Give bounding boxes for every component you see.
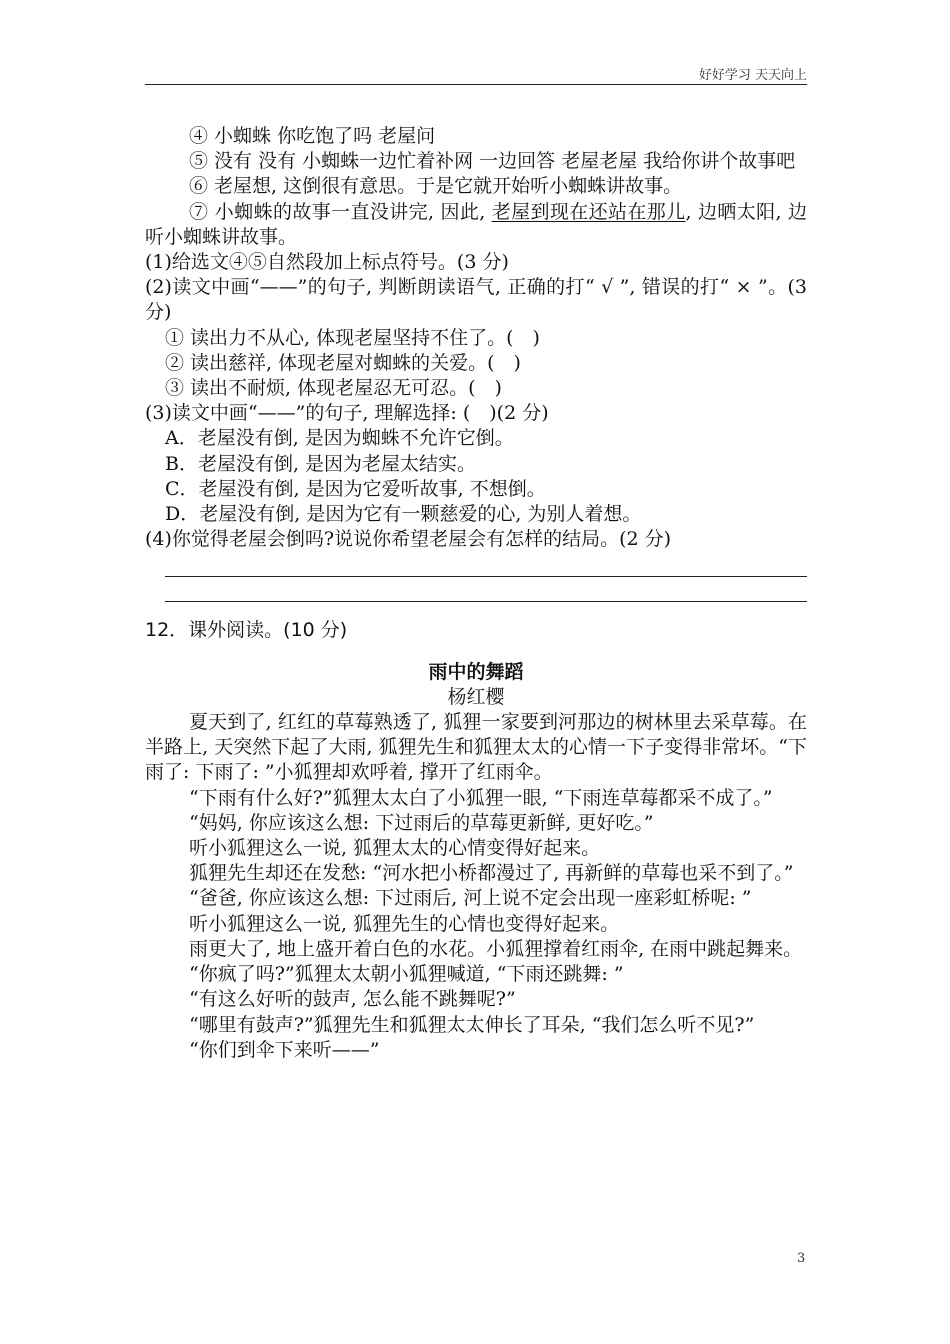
answer-line-1[interactable] (165, 552, 807, 577)
question-1: (1)给选文④⑤自然段加上标点符号。(3 分) (145, 251, 509, 274)
answer-line-2[interactable] (165, 577, 807, 602)
question-3-option-d: D．老屋没有倒, 是因为它有一颗慈爱的心, 为别人着想。 (165, 503, 642, 526)
header-slogan: 好好学习 天天向上 (698, 68, 807, 83)
passage-paragraph-7 (145, 200, 807, 250)
story-paragraph: 雨更大了, 地上盛开着白色的水花。小狐狸撑着红雨伞, 在雨中跳起舞来。 (189, 937, 803, 960)
question-3-option-c: C．老屋没有倒, 是因为它爱听故事, 不想倒。 (165, 477, 546, 500)
question-3-option-a: A．老屋没有倒, 是因为蜘蛛不允许它倒。 (165, 427, 514, 450)
story-paragraph: 狐狸先生却还在发愁: “河水把小桥都漫过了, 再新鲜的草莓也采不到了。” (189, 862, 794, 885)
story-paragraph: “哪里有鼓声?”狐狸先生和狐狸太太伸长了耳朵, “我们怎么听不见?” (189, 1013, 755, 1036)
question-12-heading: 12．课外阅读。(10 分) (145, 619, 348, 642)
question-2-item: ① 读出力不从心, 体现老屋坚持不住了。( ) (165, 326, 540, 349)
story-paragraph: “有这么好听的鼓声, 怎么能不跳舞呢?” (189, 988, 516, 1011)
question-2-item: ② 读出慈祥, 体现老屋对蜘蛛的关爱。( ) (165, 351, 521, 374)
question-2: (2)读文中画“——”的句子, 判断朗读语气, 正确的打“ √ ”, 错误的打“ × ”。(3 分) (145, 276, 807, 324)
story-paragraph: “下雨有什么好?”狐狸太太白了小狐狸一眼, “下雨连草莓都采不成了。” (189, 786, 773, 809)
question-3: (3)读文中画“——”的句子, 理解选择: ( )(2 分) (145, 402, 549, 425)
question-3-option-b: B．老屋没有倒, 是因为老屋太结实。 (165, 452, 477, 475)
story-author: 杨红樱 (447, 685, 505, 708)
story-paragraph: “妈妈, 你应该这么想: 下过雨后的草莓更新鲜, 更好吃。” (189, 811, 654, 834)
question-2-item: ③ 读出不耐烦, 体现老屋忍无可忍。( ) (165, 377, 502, 400)
question-4: (4)你觉得老屋会倒吗?说说你希望老屋会有怎样的结局。(2 分) (145, 528, 672, 551)
story-title: 雨中的舞蹈 (428, 660, 524, 683)
story-paragraph: 听小狐狸这么一说, 狐狸太太的心情变得好起来。 (189, 837, 601, 860)
story-paragraph: 夏天到了, 红红的草莓熟透了, 狐狸一家要到河那边的树林里去采草莓。在半路上, 天突然下起了大雨, 狐狸先生和狐狸太太的心情一下子变得非常坏。“下雨了: 下雨了: ”小狐狸却欢呼着, 撑开了红雨伞。 (145, 711, 807, 784)
underlined-sentence: 老屋到现在还站在那儿 (491, 200, 686, 223)
story-paragraph: “爸爸, 你应该这么想: 下过雨后, 河上说不定会出现一座彩虹桥呢: ” (189, 887, 752, 910)
paragraph-7-end: , 边晒太阳, 边听小蜘蛛讲故事。 (145, 200, 807, 248)
story-paragraph: “你们到伞下来听——” (189, 1038, 380, 1061)
page-header (145, 64, 807, 85)
passage-paragraph-4: ④ 小蜘蛛 你吃饱了吗 老屋问 (189, 125, 436, 147)
page-content (145, 124, 807, 1063)
story-paragraph: “你疯了吗?”狐狸太太朝小狐狸喊道, “下雨还跳舞: ” (189, 963, 624, 986)
page-number: 3 (797, 1251, 806, 1266)
passage-paragraph-5: ⑤ 没有 没有 小蜘蛛一边忙着补网 一边回答 老屋老屋 我给你讲个故事吧 (189, 150, 796, 173)
paragraph-7-start: ⑦ 小蜘蛛的故事一直没讲完, 因此, (189, 200, 492, 223)
passage-paragraph-6: ⑥ 老屋想, 这倒很有意思。于是它就开始听小蜘蛛讲故事。 (189, 175, 683, 198)
story-paragraph: 听小狐狸这么一说, 狐狸先生的心情也变得好起来。 (189, 912, 620, 935)
